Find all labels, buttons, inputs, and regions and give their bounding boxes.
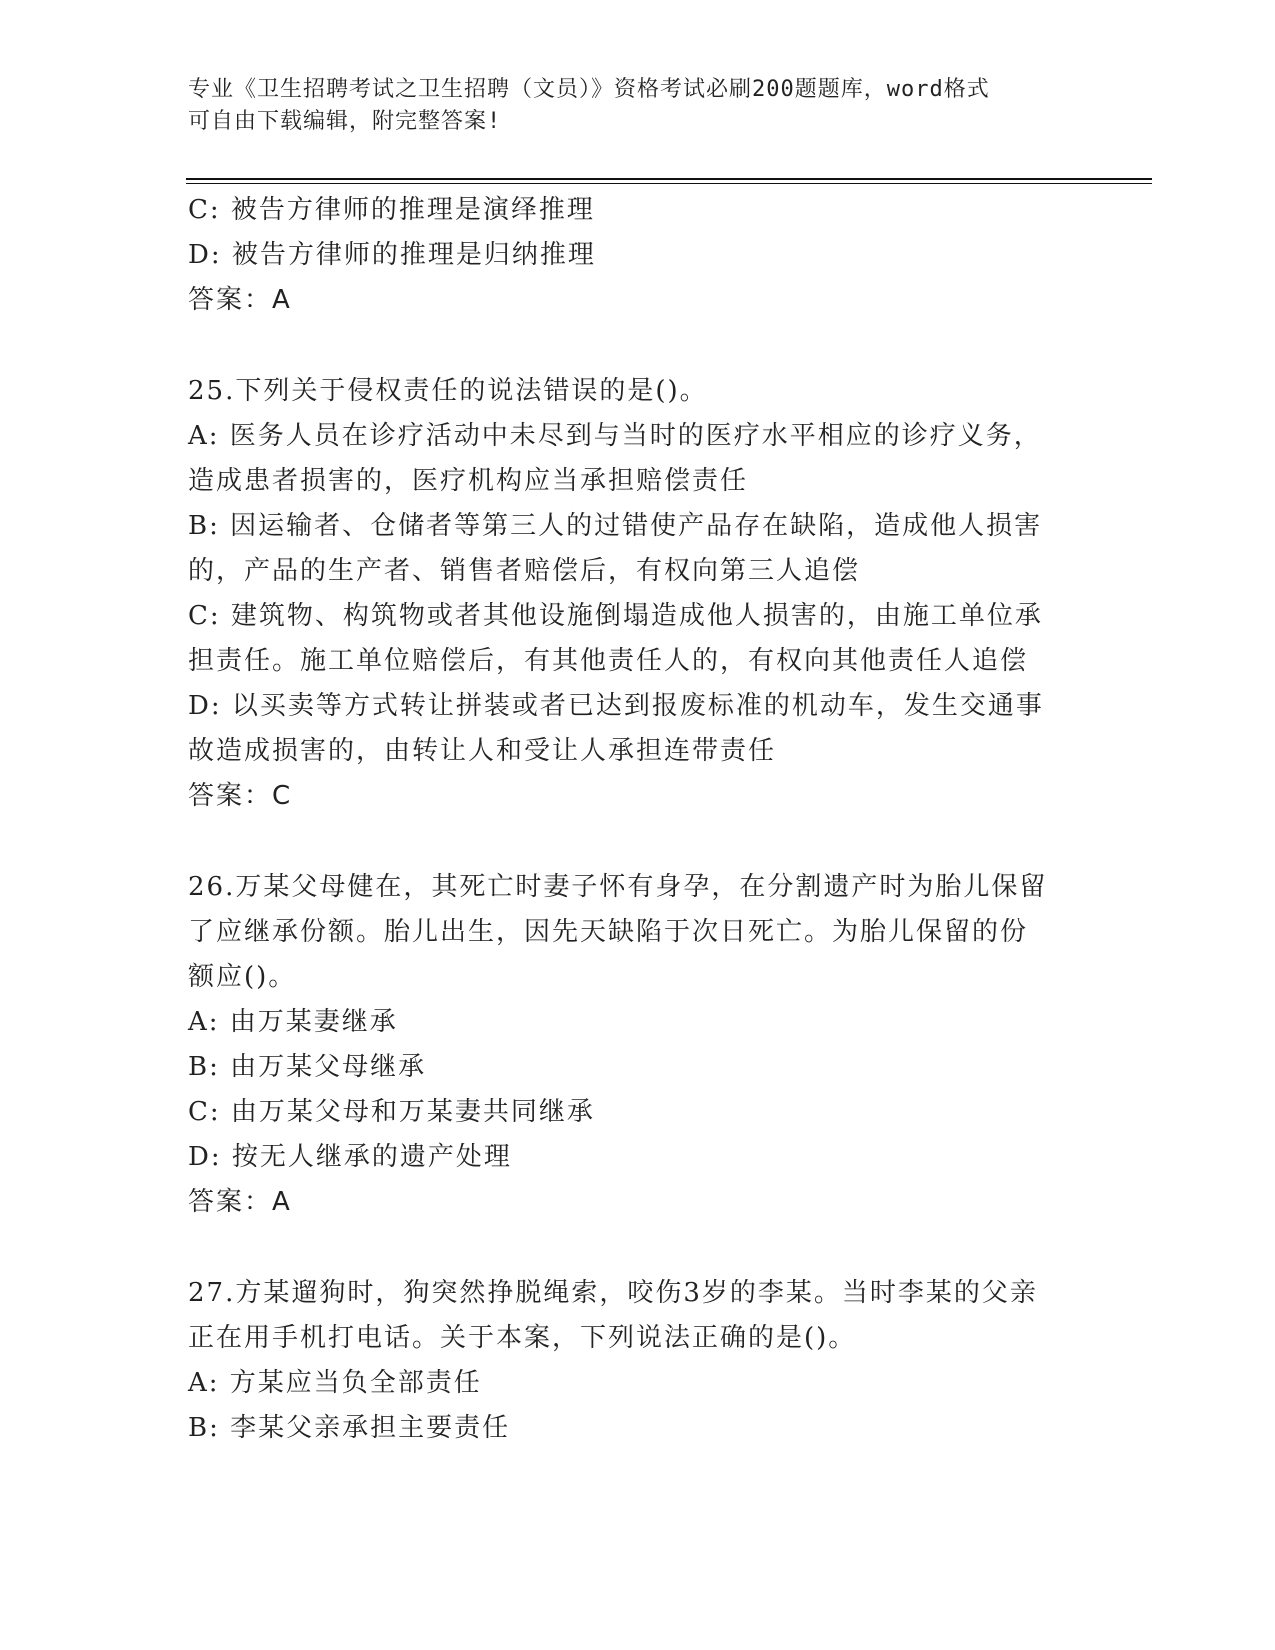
option-b: B: 因运输者、仓储者等第三人的过错使产品存在缺陷，造成他人损害 [188,511,1043,541]
question-stem-cont: 了应继承份额。胎儿出生，因先天缺陷于次日死亡。为胎儿保留的份 [188,917,1029,947]
answer: 答案：C [188,781,293,811]
answer: 答案：A [188,1187,292,1217]
answer: 答案：A [188,285,292,315]
header-line-2: 可自由下载编辑，附完整答案! [188,109,502,134]
question-24-tail [188,188,1088,323]
option-d: D: 被告方律师的推理是归纳推理 [188,240,596,270]
question-27 [188,1271,1088,1451]
question-stem: 25.下列关于侵权责任的说法错误的是()。 [188,376,708,406]
option-c: C: 由万某父母和万某妻共同继承 [188,1097,595,1127]
option-c: C: 建筑物、构筑物或者其他设施倒塌造成他人损害的，由施工单位承 [188,601,1043,631]
header-rule-thin [186,183,1152,184]
document-body [188,188,1088,1451]
option-d-cont: 故造成损害的，由转让人和受让人承担连带责任 [188,736,777,766]
option-a: A: 由万某妻继承 [188,1007,398,1037]
question-25 [188,369,1088,819]
option-a: A: 方某应当负全部责任 [188,1368,482,1398]
option-a-cont: 造成患者损害的，医疗机构应当承担赔偿责任 [188,466,749,496]
question-26 [188,865,1088,1225]
option-c-cont: 担责任。施工单位赔偿后，有其他责任人的，有权向其他责任人追偿 [188,646,1029,676]
header-rule-thick [186,178,1152,180]
option-d: D: 按无人继承的遗产处理 [188,1142,512,1172]
option-c: C: 被告方律师的推理是演绎推理 [188,195,595,225]
question-stem-cont: 正在用手机打电话。关于本案，下列说法正确的是()。 [188,1323,857,1353]
question-stem-cont: 额应()。 [188,962,297,992]
option-a: A: 医务人员在诊疗活动中未尽到与当时的医疗水平相应的诊疗义务， [188,421,1042,451]
option-b: B: 由万某父母继承 [188,1052,427,1082]
header-line-1: 专业《卫生招聘考试之卫生招聘（文员）》资格考试必刷200题题库，word格式 [188,77,990,102]
question-stem: 26.万某父母健在，其死亡时妻子怀有身孕，在分割遗产时为胎儿保留 [188,872,1048,902]
option-b: B: 李某父亲承担主要责任 [188,1413,511,1443]
question-stem: 27.方某遛狗时，狗突然挣脱绳索，咬伤3岁的李某。当时李某的父亲 [188,1278,1038,1308]
option-b-cont: 的，产品的生产者、销售者赔偿后，有权向第三人追偿 [188,556,861,586]
option-d: D: 以买卖等方式转让拼装或者已达到报废标准的机动车，发生交通事 [188,691,1044,721]
document-header [188,74,1068,138]
